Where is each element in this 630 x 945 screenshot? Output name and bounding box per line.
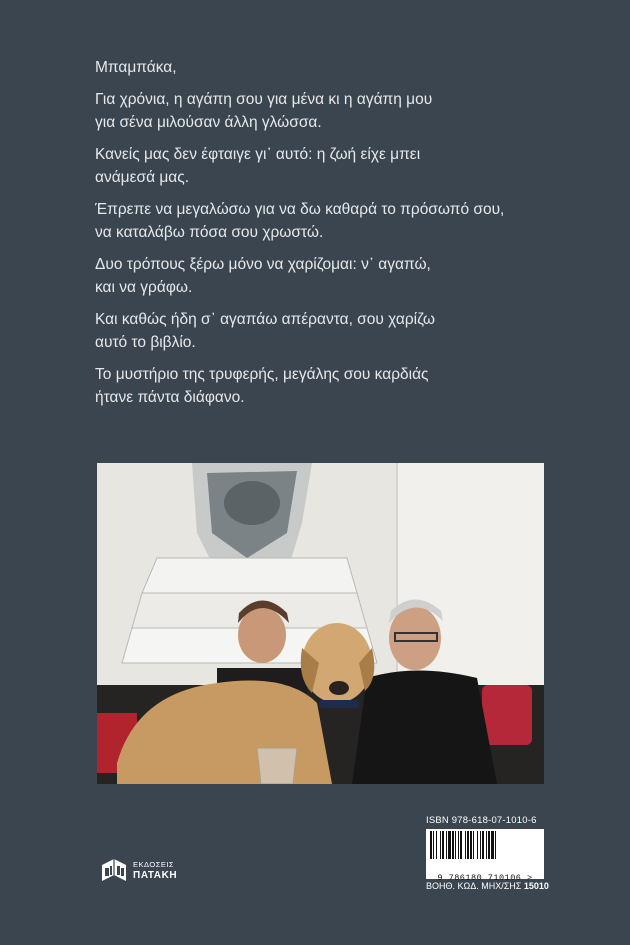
isbn-label: ISBN 978-618-07-1010-6 <box>426 815 537 826</box>
barcode-bar <box>473 831 474 859</box>
barcode-bar <box>455 831 456 859</box>
barcode-bar <box>442 831 444 859</box>
barcode-bar <box>486 831 487 859</box>
barcode-bar <box>436 831 437 859</box>
barcode-bar <box>452 831 454 859</box>
isbn-block <box>426 815 549 893</box>
publisher-logo <box>100 857 177 883</box>
patakis-book-logo-icon <box>100 857 128 883</box>
dedication-paragraph: Για χρόνια, η αγάπη σου για μένα κι η αγάπη μου για σένα μιλούσαν άλλη γλώσσα. <box>95 91 433 131</box>
publisher-name <box>133 859 177 881</box>
barcode-bar <box>458 831 459 859</box>
barcode-digits: 9 786180 710106 > <box>437 873 533 883</box>
publisher-code <box>426 881 549 891</box>
dedication-paragraph: Το μυστήριο της τρυφερής, μεγάλης σου καρδιάς ήτανε πάντα διάφανο. <box>95 366 429 406</box>
dedication-text <box>95 56 565 418</box>
barcode-bar <box>488 831 490 859</box>
barcode-bar <box>495 831 496 859</box>
publisher-line-2: ΠΑΤΑΚΗ <box>133 870 178 881</box>
barcode-bar <box>482 831 484 859</box>
publisher-line-1: ΕΚΔΟΣΕΙΣ <box>133 860 175 869</box>
barcode-bar <box>433 831 434 859</box>
barcode-bar <box>491 831 494 859</box>
dedication-paragraph: Και καθώς ήδη σ᾽ αγαπάω απέραντα, σου χαρίζω αυτό το βιβλίο. <box>95 311 435 351</box>
photo-illustration <box>97 463 544 784</box>
barcode-bar <box>460 831 462 859</box>
barcode-bars <box>426 829 544 871</box>
dedication-paragraph: Μπαμπάκα, <box>95 59 177 76</box>
barcode <box>426 829 544 883</box>
dedication-paragraph: Δυο τρόπους ξέρω μόνο να χαρίζομαι: ν᾽ αγαπώ, και να γράφω. <box>95 256 431 296</box>
barcode-bar <box>430 831 432 859</box>
publisher-code-number: 15010 <box>523 881 549 891</box>
barcode-bar <box>448 831 451 859</box>
barcode-bar <box>477 831 478 859</box>
barcode-bar <box>446 831 447 859</box>
dedication-paragraph: Κανείς μας δεν έφταιγε γι᾽ αυτό: η ζωή είχε μπει ανάμεσά μας. <box>95 146 421 186</box>
cover-photo <box>97 463 544 784</box>
barcode-bar <box>467 831 469 859</box>
barcode-bar <box>465 831 466 859</box>
barcode-bar <box>470 831 472 859</box>
barcode-bar <box>440 831 441 859</box>
publisher-code-prefix: ΒΟΗΘ. ΚΩΔ. ΜΗΧ/ΣΗΣ <box>426 881 524 891</box>
barcode-bar <box>480 831 481 859</box>
dedication-paragraph: Έπρεπε να μεγαλώσω για να δω καθαρά το πρόσωπό σου, να καταλάβω πόσα σου χρωστώ. <box>95 201 505 241</box>
